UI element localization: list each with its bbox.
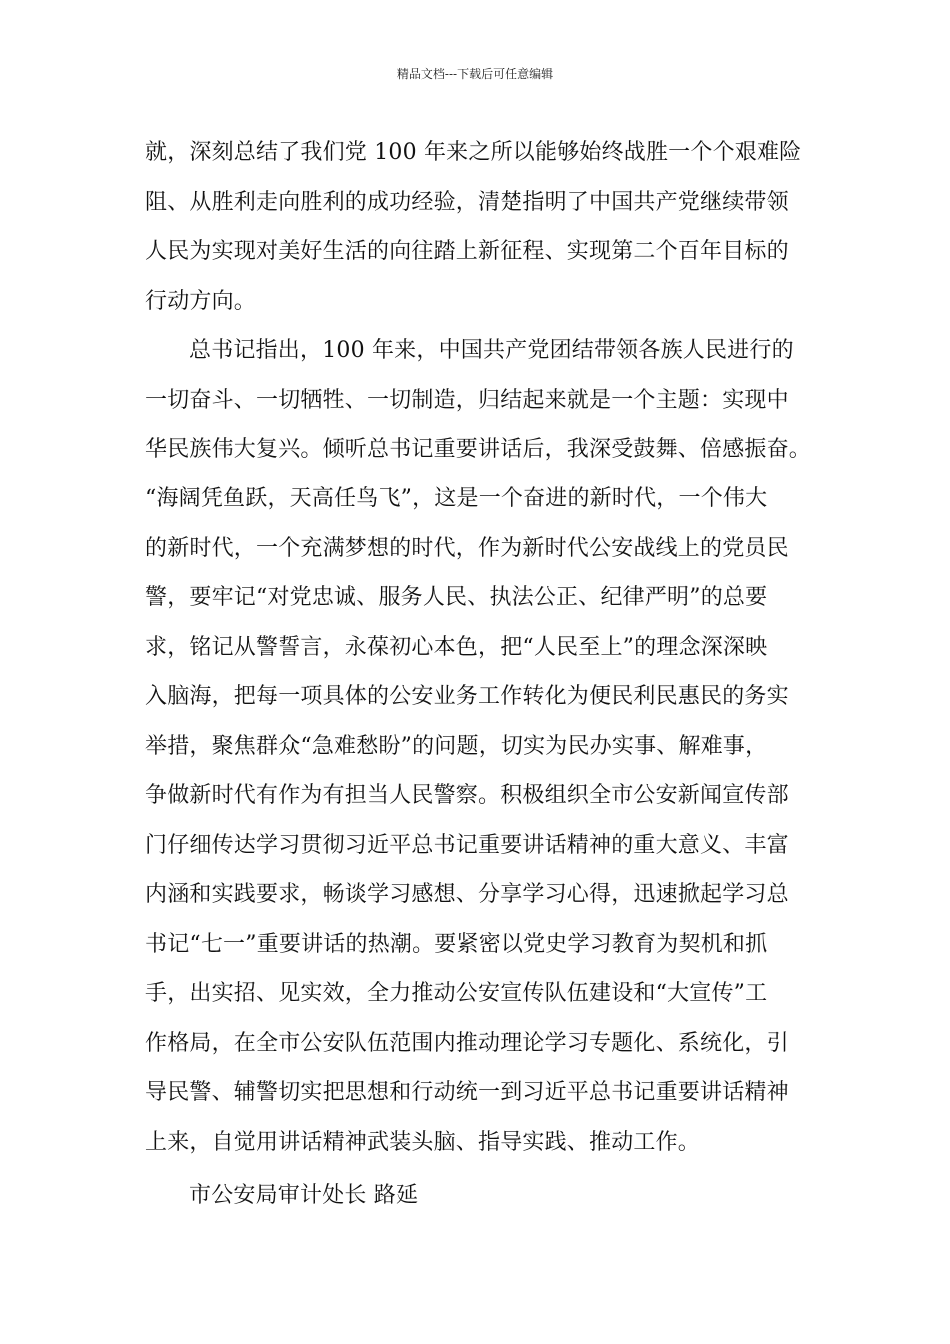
text-line: 一切奋斗、一切牺牲、一切制造，归结起来就是一个主题：实现中 (145, 388, 789, 413)
signature-line: 市公安局审计处长 路延 (189, 1183, 419, 1208)
text-line: 行动方向。 (145, 289, 257, 314)
text-line: 手，出实招、见实效，全力推动公安宣传队伍建设和“大宣传”工 (145, 981, 768, 1006)
text-line: 总书记指出，100 年来，中国共产党团结带领各族人民进行的 (189, 338, 794, 363)
text-line: 华民族伟大复兴。倾听总书记重要讲话后，我深受鼓舞、倍感振奋。 (145, 437, 812, 462)
text-line: “海阔凭鱼跃，天高任鸟飞”，这是一个奋进的新时代，一个伟大 (145, 486, 768, 511)
text-line: 入脑海，把每一项具体的公安业务工作转化为便民利民惠民的务实 (145, 684, 789, 709)
text-line: 举措，聚焦群众“急难愁盼”的问题，切实为民办实事、解难事， (145, 734, 768, 759)
text-line: 的新时代，一个充满梦想的时代，作为新时代公安战线上的党员民 (145, 536, 789, 561)
text-line: 作格局，在全市公安队伍范围内推动理论学习专题化、系统化，引 (145, 1031, 789, 1056)
text-line: 警，要牢记“对党忠诚、服务人民、执法公正、纪律严明”的总要 (145, 585, 768, 610)
text-line: 上来，自觉用讲话精神武装头脑、指导实践、推动工作。 (145, 1130, 701, 1155)
text-line: 就，深刻总结了我们党 100 年来之所以能够始终战胜一个个艰难险 (145, 140, 802, 165)
text-line: 阻、从胜利走向胜利的成功经验，清楚指明了中国共产党继续带领 (145, 190, 789, 215)
text-line: 门仔细传达学习贯彻习近平总书记重要讲话精神的重大意义、丰富 (145, 833, 789, 858)
text-line: 导民警、辅警切实把思想和行动统一到习近平总书记重要讲话精神 (145, 1080, 789, 1105)
text-line: 内涵和实践要求，畅谈学习感想、分享学习心得，迅速掀起学习总 (145, 882, 789, 907)
text-line: 争做新时代有作为有担当人民警察。积极组织全市公安新闻宣传部 (145, 783, 789, 808)
text-line: 人民为实现对美好生活的向往踏上新征程、实现第二个百年目标的 (145, 239, 789, 264)
text-line: 求，铭记从警誓言，永葆初心本色，把“人民至上”的理念深深映 (145, 635, 768, 660)
text-line: 书记“七一”重要讲话的热潮。要紧密以党史学习教育为契机和抓 (145, 932, 768, 957)
page-header: 精品文档---下载后可任意编辑 (396, 67, 554, 81)
